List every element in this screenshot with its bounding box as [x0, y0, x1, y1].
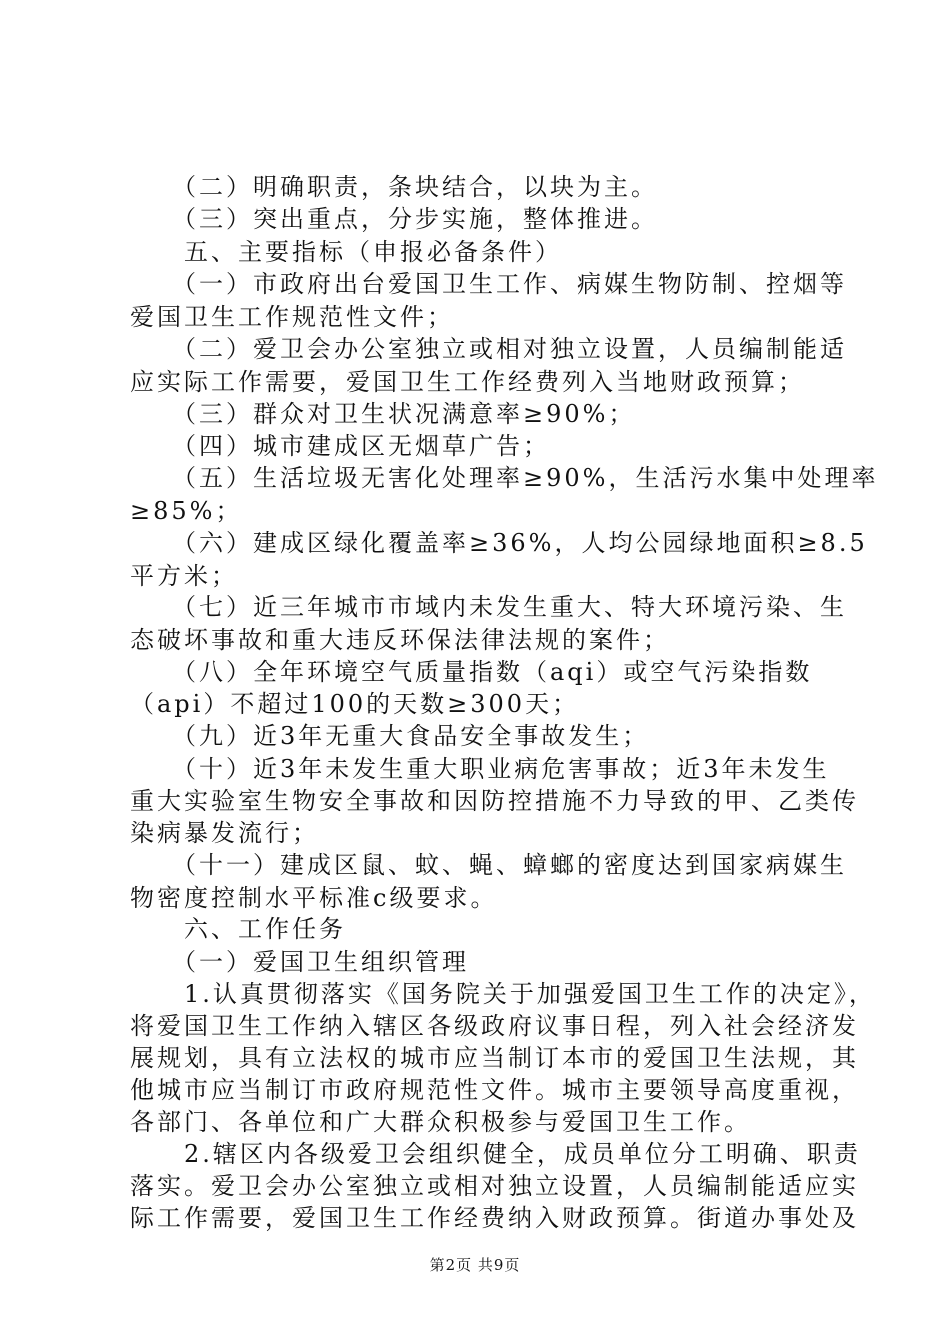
text-line: （五）生活垃圾无害化处理率≥90%，生活污水集中处理率: [130, 464, 879, 492]
text-line: （八）全年环境空气质量指数（aqi）或空气污染指数: [130, 658, 813, 686]
page-footer: 第2页 共9页: [429, 1256, 521, 1274]
text-line: （一）市政府出台爱国卫生工作、病媒生物防制、控烟等: [130, 270, 847, 298]
text-line: 重大实验室生物安全事故和因防控措施不力导致的甲、乙类传: [130, 787, 859, 815]
text-line: （十一）建成区鼠、蚊、蝇、蟑螂的密度达到国家病媒生: [130, 851, 847, 879]
text-line: （三）突出重点，分步实施，整体推进。: [130, 205, 658, 233]
text-line: （三）群众对卫生状况满意率≥90%；: [130, 400, 636, 428]
text-line: ≥85%；: [130, 497, 243, 525]
text-line: 1.认真贯彻落实《国务院关于加强爱国卫生工作的决定》，: [130, 980, 876, 1008]
text-line: （十）近3年未发生重大职业病危害事故；近3年未发生: [130, 755, 830, 783]
text-line: （二）明确职责，条块结合，以块为主。: [130, 173, 658, 201]
text-line: （二）爱卫会办公室独立或相对独立设置，人员编制能适: [130, 335, 847, 363]
text-line: （七）近三年城市市域内未发生重大、特大环境污染、生: [130, 593, 847, 621]
text-line: 各部门、各单位和广大群众积极参与爱国卫生工作。: [130, 1108, 751, 1136]
text-line: 2.辖区内各级爱卫会组织健全，成员单位分工明确、职责: [130, 1140, 861, 1168]
text-line: 六、工作任务: [130, 915, 346, 943]
text-line: （一）爱国卫生组织管理: [130, 948, 469, 976]
text-line: 平方米；: [130, 562, 238, 590]
text-line: 五、主要指标（申报必备条件）: [130, 238, 562, 266]
text-line: 将爱国卫生工作纳入辖区各级政府议事日程，列入社会经济发: [130, 1012, 859, 1040]
text-line: （四）城市建成区无烟草广告；: [130, 432, 550, 460]
text-line: 际工作需要，爱国卫生工作经费纳入财政预算。街道办事处及: [130, 1204, 859, 1232]
text-line: （九）近3年无重大食品安全事故发生；: [130, 722, 650, 750]
text-line: 他城市应当制订市政府规范性文件。城市主要领导高度重视，: [130, 1076, 859, 1104]
text-line: 染病暴发流行；: [130, 819, 319, 847]
text-line: 应实际工作需要，爱国卫生工作经费列入当地财政预算；: [130, 368, 805, 396]
text-line: （api）不超过100的天数≥300天；: [130, 690, 580, 718]
text-line: 展规划，具有立法权的城市应当制订本市的爱国卫生法规，其: [130, 1044, 859, 1072]
text-line: （六）建成区绿化覆盖率≥36%，人均公园绿地面积≥8.5: [130, 529, 868, 557]
text-line: 落实。爱卫会办公室独立或相对独立设置，人员编制能适应实: [130, 1172, 859, 1200]
text-line: 态破坏事故和重大违反环保法律法规的案件；: [130, 626, 670, 654]
text-line: 爱国卫生工作规范性文件；: [130, 303, 454, 331]
text-line: 物密度控制水平标准c级要求。: [130, 884, 498, 912]
